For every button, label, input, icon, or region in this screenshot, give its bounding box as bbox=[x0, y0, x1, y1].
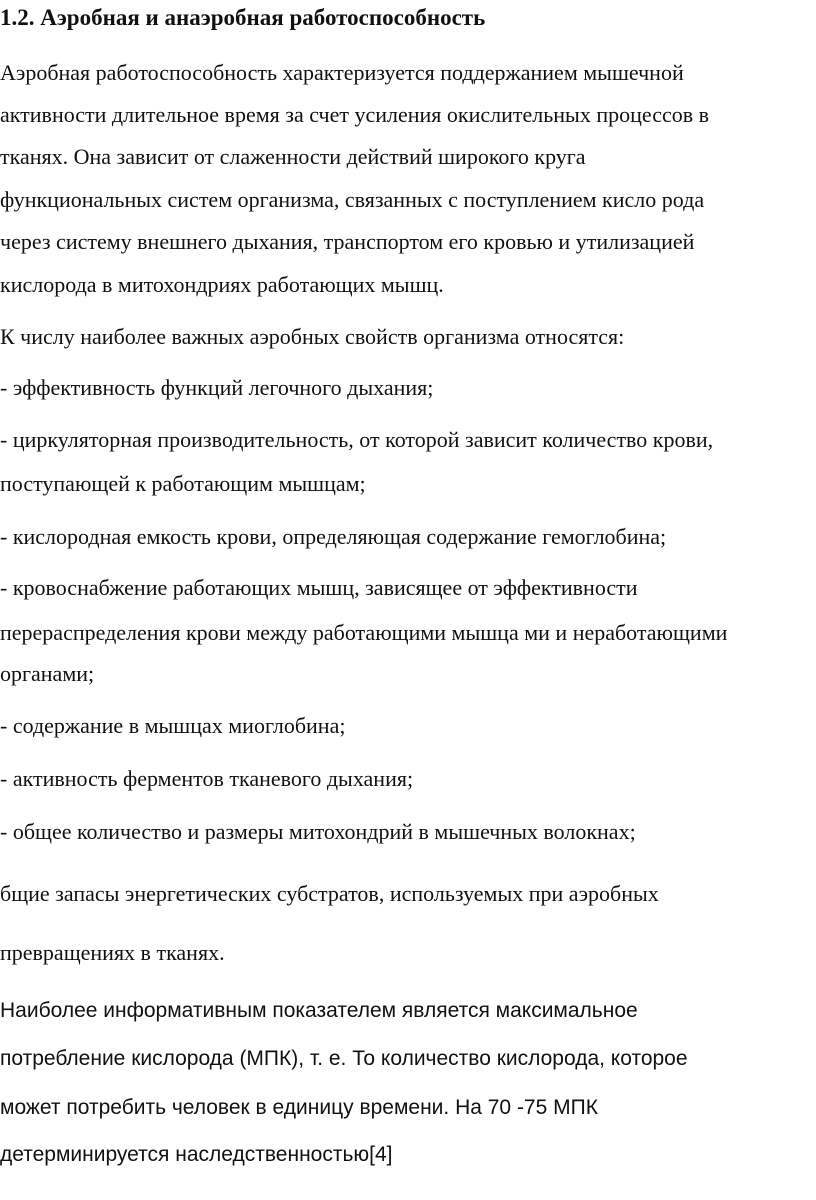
text-line: перераспределения крови между работающими мышца ми и неработающими bbox=[0, 620, 728, 645]
list-item: - общее количество и размеры митохондрий в мышечных волокнах; bbox=[0, 819, 636, 844]
text-line: органами; bbox=[0, 661, 95, 686]
text-line: активности длительное время за счет усиления окислительных процессов в bbox=[0, 102, 710, 127]
list-item: - содержание в мышцах миоглобина; bbox=[0, 713, 346, 738]
list-item: - циркуляторная производительность, от которой зависит количество крови, bbox=[0, 427, 714, 452]
list-item: - эффективность функций легочного дыхания; bbox=[0, 375, 434, 400]
text-line: поступающей к работающим мышцам; bbox=[0, 471, 366, 496]
text-line: через систему внешнего дыхания, транспортом его кровью и утилизацией bbox=[0, 229, 695, 254]
text-line: тканях. Она зависит от слаженности действий широкого круга bbox=[0, 144, 586, 169]
text-line: функциональных систем организма, связанных с поступлением кисло рода bbox=[0, 187, 705, 212]
text-line: превращениях в тканях. bbox=[0, 940, 225, 965]
text-line: может потребить человек в единицу времени. На 70 -75 МПК bbox=[0, 1096, 598, 1119]
text-line: Наиболее информативным показателем является максимальное bbox=[0, 999, 638, 1022]
list-item: - кислородная емкость крови, определяющая содержание гемоглобина; bbox=[0, 524, 667, 549]
text-line: К числу наиболее важных аэробных свойств организма относятся: bbox=[0, 324, 625, 349]
list-item: - кровоснабжение работающих мышц, зависящее от эффективности bbox=[0, 575, 638, 600]
text-line: Аэробная работоспособность характеризуется поддержанием мышечной bbox=[0, 60, 684, 85]
list-item: бщие запасы энергетических субстратов, используемых при аэробных bbox=[0, 881, 659, 906]
text-line: детерминируется наследственностью[4] bbox=[0, 1143, 393, 1166]
text-line: кислорода в митохондриях работающих мышц. bbox=[0, 272, 444, 297]
section-heading: 1.2. Аэробная и анаэробная работоспособность bbox=[0, 5, 486, 30]
text-line: потребление кислорода (МПК), т. е. То количество кислорода, которое bbox=[0, 1047, 688, 1070]
list-item: - активность ферментов тканевого дыхания; bbox=[0, 766, 414, 791]
